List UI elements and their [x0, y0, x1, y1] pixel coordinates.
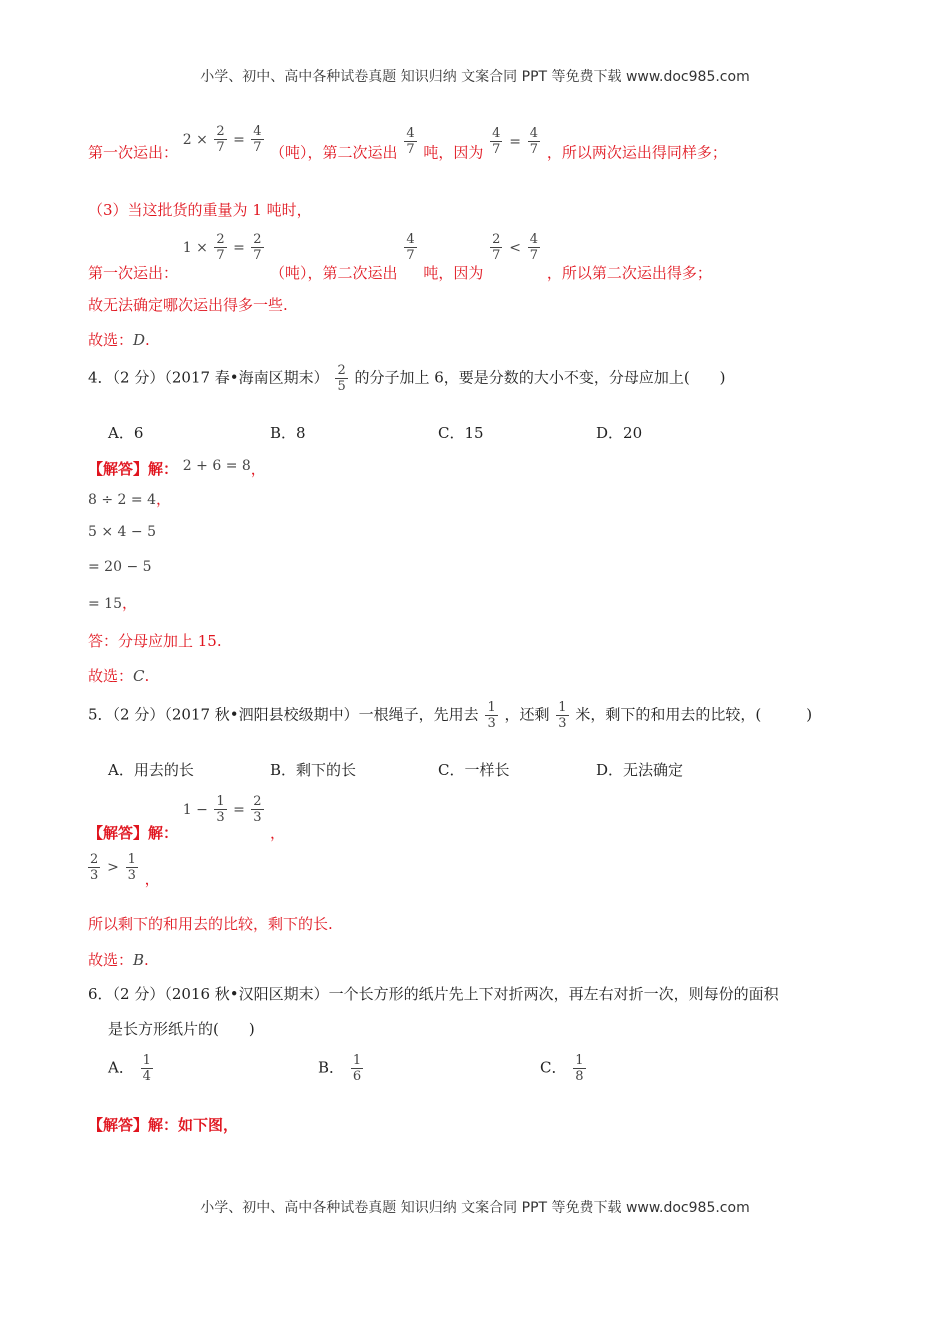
numerator: 1 [142, 1053, 151, 1068]
label: 【解答】解：如下图， [88, 1116, 239, 1134]
period: . [144, 951, 149, 969]
q6-stem-line2: 是长方形纸片的( ) [108, 1020, 255, 1038]
denominator: 3 [253, 810, 262, 825]
op: > [107, 859, 119, 876]
num: 2 [182, 131, 192, 148]
numerator: 1 [127, 852, 136, 867]
label: 故选： [88, 667, 134, 685]
numerator: 2 [216, 232, 225, 247]
denominator: 4 [142, 1069, 151, 1084]
fraction [251, 794, 263, 825]
denominator: 7 [406, 142, 415, 157]
fraction [126, 852, 138, 883]
fraction [573, 1053, 585, 1084]
fraction [214, 232, 226, 263]
numerator: 1 [558, 700, 567, 715]
q4-answer: 答：分母应加上 15. [88, 632, 222, 650]
q4-choose [88, 665, 149, 686]
fraction [335, 363, 347, 394]
fraction [351, 1053, 363, 1084]
op: × [196, 131, 208, 148]
numerator: 4 [406, 232, 415, 247]
q4-step3 [88, 522, 156, 540]
step: = 20 − 5 [88, 559, 152, 575]
question-text: 5．（2 分）（2017 秋•泗阳县校级期中）一根绳子，先用去 [88, 705, 479, 724]
option-c[interactable]: C．一样长 [438, 761, 510, 779]
text: （吨），第二次运出 [270, 143, 398, 162]
period: . [145, 331, 150, 349]
q4-step5 [88, 592, 137, 613]
fraction [404, 126, 416, 157]
numerator: 2 [492, 232, 501, 247]
page-header: 小学、初中、高中各种试卷真题 知识归纳 文案合同 PPT 等免费下载 www.doc985.com [200, 69, 750, 85]
step: 2 + 6 = 8 [182, 458, 251, 474]
label: 第一次运出： [88, 143, 179, 162]
denominator: 7 [492, 142, 501, 157]
option-a[interactable]: A．6 [108, 424, 144, 442]
punct: ， [250, 460, 266, 478]
denominator: 7 [253, 248, 262, 263]
calc [182, 124, 270, 155]
label: 【解答】解： [88, 460, 179, 478]
q6-stem: 6．（2 分）（2016 秋•汉阳区期末）一个长方形的纸片先上下对折两次，再左右对折一次，则每份的面积 [88, 985, 779, 1003]
q5-conclusion: 所以剩下的和用去的比较，剩下的长. [88, 915, 333, 933]
calc [182, 794, 270, 825]
q4-answer-label [88, 458, 266, 479]
fraction [251, 232, 263, 263]
q5-choose [88, 949, 149, 970]
question-text: 的分子加上 6，要是分数的大小不变，分母应加上( ) [354, 368, 726, 387]
numerator: 4 [529, 232, 539, 247]
step: = 15 [88, 596, 122, 612]
option-a[interactable] [108, 1053, 155, 1084]
numerator: 1 [352, 1053, 362, 1068]
numerator: 2 [253, 794, 262, 809]
numerator: 4 [529, 126, 539, 141]
fraction [528, 232, 540, 263]
numerator: 1 [216, 794, 225, 809]
denominator: 3 [90, 868, 99, 883]
choice: C [133, 667, 145, 685]
op: = [233, 801, 245, 818]
numerator: 4 [406, 126, 415, 141]
numerator: 4 [492, 126, 501, 141]
denominator: 8 [575, 1069, 584, 1084]
punct: ， [270, 823, 286, 842]
denominator: 7 [492, 248, 501, 263]
choice: D [133, 331, 146, 349]
q4-step2 [88, 488, 171, 509]
op: = [509, 133, 521, 150]
denominator: 7 [216, 140, 225, 155]
fraction [556, 700, 568, 731]
step: 8 ÷ 2 = 4 [88, 492, 156, 508]
q6-options [108, 1053, 708, 1097]
option-b[interactable]: B．8 [270, 424, 306, 442]
q5-answer-line [88, 794, 286, 842]
numerator: 2 [216, 124, 225, 139]
fraction [490, 126, 502, 157]
choice: B [133, 951, 145, 969]
sol3-line2 [88, 232, 712, 282]
num: 1 [182, 239, 192, 256]
denominator: 7 [529, 142, 539, 157]
step: 5 × 4 − 5 [88, 524, 156, 540]
fraction [528, 126, 540, 157]
label: 故选： [88, 951, 134, 969]
option-d[interactable]: D．20 [596, 424, 643, 442]
fraction [88, 852, 100, 883]
numerator: 4 [253, 124, 262, 139]
denominator: 6 [352, 1069, 362, 1084]
question-number: 4．（2 分）（2017 春•海南区期末） [88, 368, 329, 387]
numerator: 2 [337, 363, 346, 378]
compare [488, 232, 547, 263]
denominator: 7 [253, 140, 262, 155]
punct: ， [144, 869, 160, 888]
denominator: 7 [406, 248, 415, 263]
compare [488, 126, 547, 157]
label: 第一次运出： [88, 263, 179, 282]
op: × [196, 239, 208, 256]
fraction [485, 700, 497, 731]
option-d[interactable]: D．无法确定 [596, 761, 684, 779]
denominator: 7 [216, 248, 225, 263]
punct: ， [155, 490, 171, 508]
period: . [144, 667, 150, 685]
numerator: 2 [90, 852, 99, 867]
option-b[interactable]: B．剩下的长 [270, 761, 357, 779]
question-text: ，还剩 [504, 705, 550, 724]
sol3-case3: （3）当这批货的重量为 1 吨时， [88, 201, 312, 219]
text: （吨），第二次运出 [270, 263, 398, 282]
numerator: 1 [575, 1053, 584, 1068]
fraction [404, 232, 416, 263]
option-label: C． [540, 1058, 567, 1077]
punct: ， [122, 594, 138, 612]
expr: 1 − [182, 801, 208, 818]
denominator: 3 [127, 868, 136, 883]
option-label: A． [108, 1058, 134, 1077]
fraction [141, 1053, 153, 1084]
op: = [233, 131, 245, 148]
sol3-choose [88, 329, 150, 350]
numerator: 1 [487, 700, 496, 715]
denominator: 5 [337, 379, 346, 394]
option-c[interactable] [540, 1053, 588, 1084]
page-footer: 小学、初中、高中各种试卷真题 知识归纳 文案合同 PPT 等免费下载 www.doc985.com [200, 1200, 750, 1216]
label: 【解答】解： [88, 823, 179, 842]
q5-compare [86, 852, 160, 888]
fraction [214, 124, 226, 155]
q5-stem [88, 700, 812, 731]
denominator: 7 [529, 248, 539, 263]
fraction [214, 794, 226, 825]
option-b[interactable] [318, 1053, 365, 1084]
text: ，所以第二次运出得多； [546, 263, 712, 282]
text: 吨，因为 [423, 143, 484, 162]
op: = [233, 239, 245, 256]
label: 故选： [88, 331, 134, 349]
text: 吨，因为 [423, 263, 484, 282]
calc [182, 232, 270, 263]
option-label: B． [318, 1058, 345, 1077]
option-c[interactable]: C．15 [438, 424, 484, 442]
denominator: 3 [487, 716, 496, 731]
q4-stem [88, 363, 726, 394]
question-text: 米，剩下的和用去的比较，( ) [575, 705, 813, 724]
denominator: 3 [558, 716, 567, 731]
op: < [509, 239, 521, 256]
text: ，所以两次运出得同样多； [546, 143, 727, 162]
sol3-line1 [88, 124, 727, 169]
fraction [490, 232, 502, 263]
fraction [251, 124, 263, 155]
q4-step4 [88, 557, 152, 575]
option-a[interactable]: A．用去的长 [108, 761, 194, 779]
sol3-conclusion: 故无法确定哪次运出得多一些. [88, 296, 288, 314]
q6-answer-label [88, 1114, 238, 1135]
denominator: 3 [216, 810, 225, 825]
numerator: 2 [253, 232, 262, 247]
